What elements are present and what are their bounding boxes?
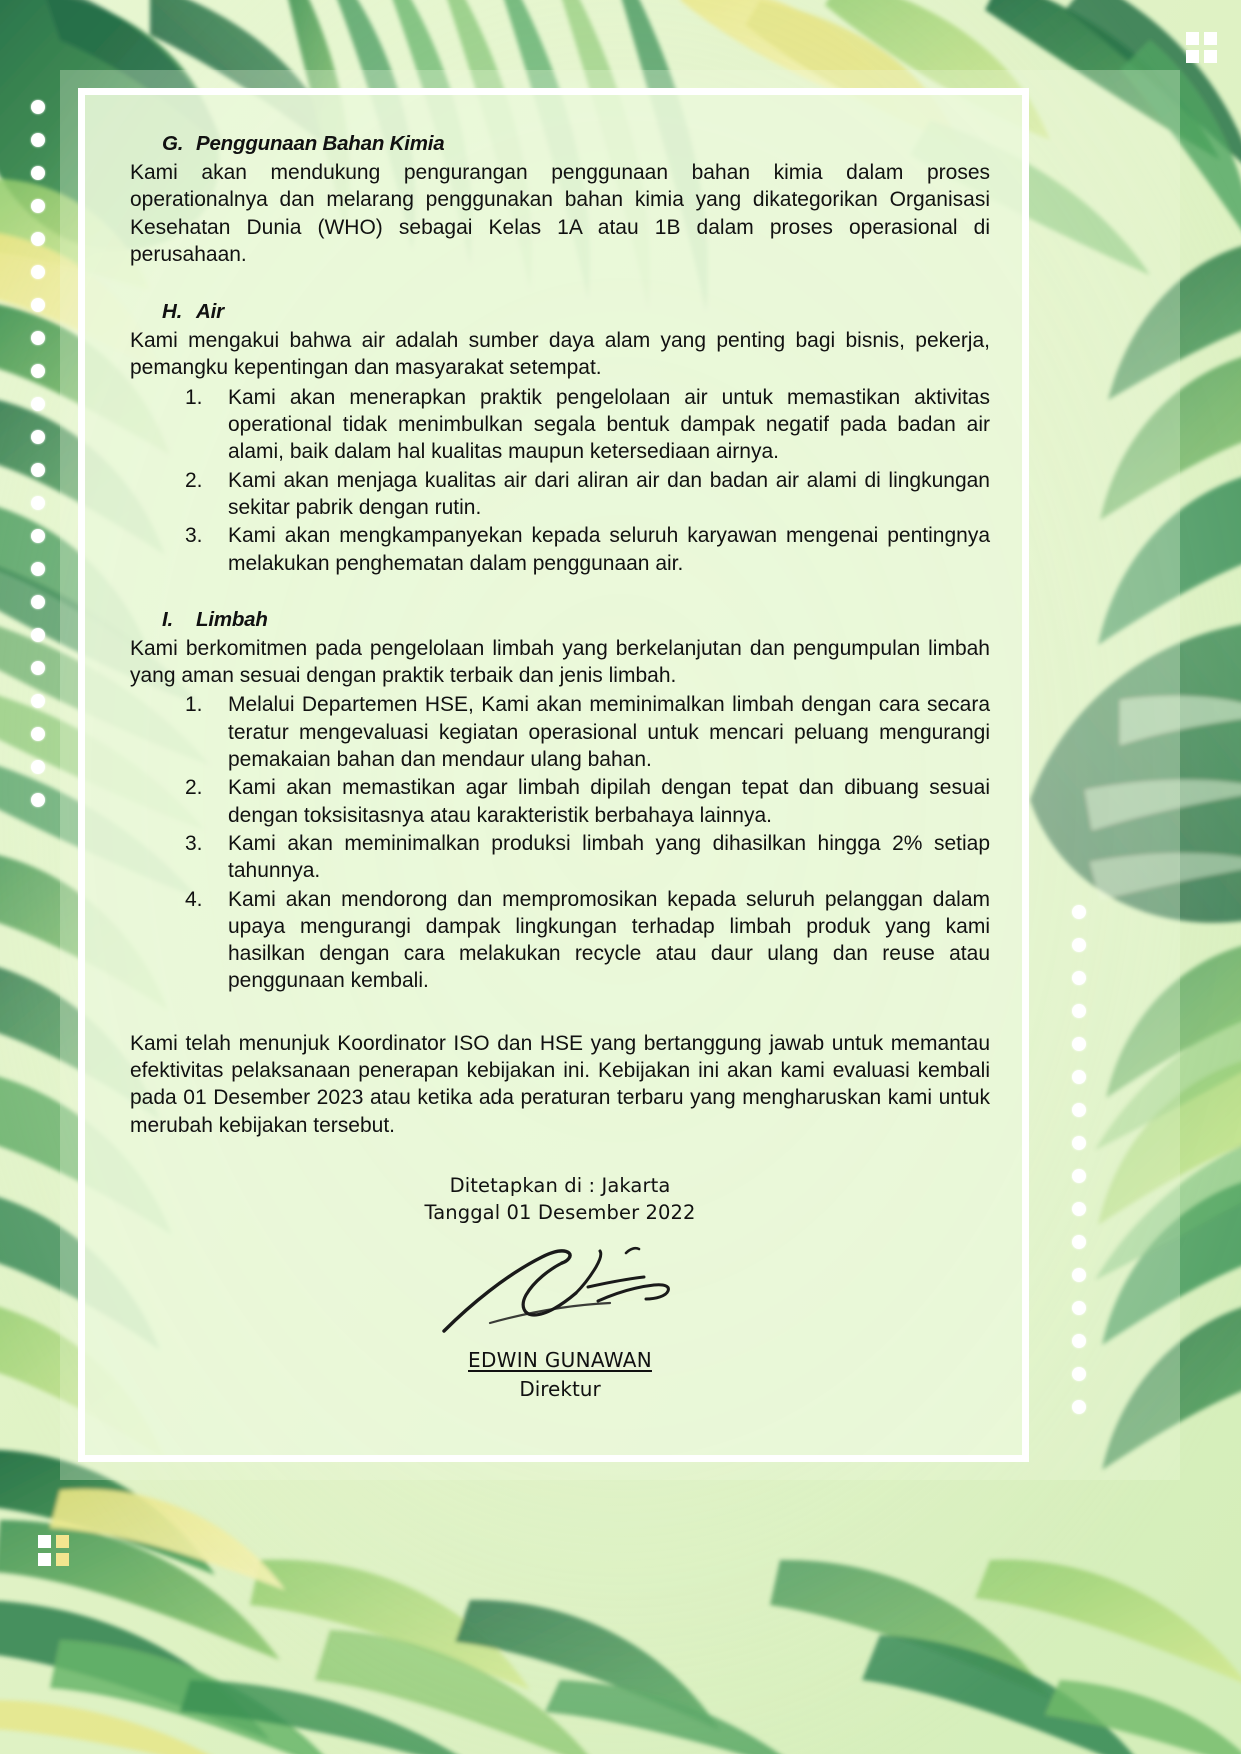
decorative-dot [31, 793, 45, 807]
section-h-paragraph: Kami mengakui bahwa air adalah sumber daya alam yang penting bagi bisnis, pekerja, pemangku kepentingan dan masyarakat setempat. [130, 329, 990, 380]
section-title-h: Air [196, 300, 224, 324]
decorative-dot [1072, 971, 1086, 985]
list-item [130, 384, 990, 466]
decorative-dot [31, 298, 45, 312]
list-item-text: Kami akan mengkampanyekan kepada seluruh karyawan mengenai pentingnya melakukan penghematan dalam penggunaan air. [228, 524, 990, 575]
corner-square [1186, 32, 1199, 45]
list-item [130, 522, 990, 577]
decorative-dot [31, 496, 45, 510]
list-item-number: 3. [185, 831, 203, 855]
signatory-title: Direktur [519, 1377, 601, 1402]
signature-date: Tanggal 01 Desember 2022 [424, 1200, 696, 1224]
decorative-dot [31, 265, 45, 279]
list-item-number: 2. [185, 468, 203, 492]
list-item-text: Kami akan mendorong dan mempromosikan kepada seluruh pelanggan dalam upaya mengurangi dampak lingkungan terhadap limbah produk yang kami hasilkan dengan cara melakukan recycle atau daur ulang dan reuse atau penggunaan kembali. [228, 887, 990, 993]
decorative-dot [1072, 1301, 1086, 1315]
handwritten-signature-icon [430, 1239, 690, 1351]
decorative-dot [31, 397, 45, 411]
decorative-dot [31, 661, 45, 675]
decorative-dot [1072, 1202, 1086, 1216]
section-title-i: Limbah [196, 607, 268, 631]
decorative-dot [31, 760, 45, 774]
signature-place: Ditetapkan di : Jakarta [449, 1173, 671, 1197]
signature-block [130, 1173, 990, 1404]
section-letter-i: I. [162, 607, 173, 631]
decorative-dot [31, 727, 45, 741]
list-item-number: 1. [185, 385, 203, 409]
list-item-number: 1. [185, 693, 203, 717]
decorative-dot [1072, 1136, 1086, 1150]
signatory-name: EDWIN GUNAWAN [468, 1347, 652, 1372]
list-item-number: 4. [185, 887, 203, 911]
list-item-text: Kami akan menerapkan praktik pengelolaan air untuk memastikan aktivitas operational tidak menimbulkan segala bentuk dampak negatif pada badan air alami, baik dalam hal kualitas maupun ketersediaan airnya. [228, 385, 990, 464]
section-heading-i [162, 608, 990, 632]
decorative-dot [1072, 1334, 1086, 1348]
decorative-dot [31, 628, 45, 642]
decorative-dot [31, 562, 45, 576]
decorative-dot [1072, 1037, 1086, 1051]
decorative-dot [1072, 1070, 1086, 1084]
corner-square [38, 1535, 51, 1548]
decorative-dot [31, 694, 45, 708]
corner-square [56, 1553, 69, 1566]
list-item [130, 774, 990, 829]
closing-paragraph: Kami telah menunjuk Koordinator ISO dan HSE yang bertanggung jawab untuk memantau efektivitas pelaksanaan penerapan kebijakan ini. Kebijakan ini akan kami evaluasi kembali pada 01 Desember 2023 atau ketika ada peraturan terbaru yang mengharuskan kami untuk merubah kebijakan tersebut. [130, 1031, 990, 1137]
decorative-dot [1072, 1367, 1086, 1381]
decorative-dot [31, 199, 45, 213]
corner-square [56, 1535, 69, 1548]
decorative-dot [31, 166, 45, 180]
section-g-paragraph: Kami akan mendukung pengurangan penggunaan bahan kimia dalam proses operationalnya dan melarang penggunakan bahan kimia yang dikategorikan Organisasi Kesehatan Dunia (WHO) sebagai Kelas 1A atau 1B dalam proses operasional di perusahaan. [130, 161, 990, 266]
document-body [130, 132, 990, 1432]
section-i-list [130, 691, 990, 994]
decorative-dot [1072, 1268, 1086, 1282]
section-i-paragraph: Kami berkomitmen pada pengelolaan limbah yang berkelanjutan dan pengumpulan limbah yang aman sesuai dengan praktik terbaik dan jenis limbah. [130, 636, 990, 688]
decorative-dot [31, 133, 45, 147]
decorative-dot [1072, 1400, 1086, 1414]
section-letter-h: H. [162, 300, 183, 324]
signature-image-wrapper [130, 1233, 990, 1351]
decorative-dot [31, 529, 45, 543]
list-item-number: 2. [185, 776, 203, 800]
decorative-dot [1072, 905, 1086, 919]
list-item-text: Kami akan meminimalkan produksi limbah yang dihasilkan hingga 2% setiap tahunnya. [228, 831, 990, 883]
decorative-dot [1072, 1235, 1086, 1249]
corner-square [1204, 32, 1217, 45]
corner-square-marks-bottom-left [38, 1535, 69, 1566]
section-title-g: Penggunaan Bahan Kimia [196, 132, 445, 155]
list-item-text: Kami akan menjaga kualitas air dari aliran air dan badan air alami di lingkungan sekitar pabrik dengan rutin. [228, 468, 990, 519]
list-item-text: Kami akan memastikan agar limbah dipilah dengan tepat dan dibuang sesuai dengan toksisitasnya atau karakteristik berbahaya lainnya. [228, 776, 990, 827]
decorative-dot [31, 430, 45, 444]
decorative-dot [1072, 1103, 1086, 1117]
decorative-dot [31, 595, 45, 609]
section-heading-h [162, 300, 990, 324]
corner-square [1186, 50, 1199, 63]
decorative-dot [1072, 1004, 1086, 1018]
section-h-list [130, 384, 990, 577]
decorative-dot [31, 331, 45, 345]
decorative-dot [31, 100, 45, 114]
decorative-dot-column-left [31, 100, 45, 826]
decorative-dot [31, 364, 45, 378]
list-item [130, 830, 990, 885]
decorative-dot-column-right [1072, 905, 1086, 1433]
decorative-dot [1072, 1169, 1086, 1183]
list-item [130, 886, 990, 995]
corner-square [38, 1553, 51, 1566]
section-letter-g: G. [162, 132, 184, 155]
list-item [130, 467, 990, 522]
corner-square-marks-top-right [1186, 32, 1217, 63]
decorative-dot [1072, 938, 1086, 952]
corner-square [1204, 50, 1217, 63]
list-item-number: 3. [185, 524, 203, 548]
decorative-dot [31, 463, 45, 477]
decorative-dot [31, 232, 45, 246]
section-heading-g [162, 132, 990, 156]
list-item-text: Melalui Departemen HSE, Kami akan meminimalkan limbah dengan cara secara teratur mengevaluasi kegiatan operasional untuk mencari peluang mengurangi pemakaian bahan dan mendaur ulang bahan. [228, 693, 990, 772]
list-item [130, 691, 990, 773]
